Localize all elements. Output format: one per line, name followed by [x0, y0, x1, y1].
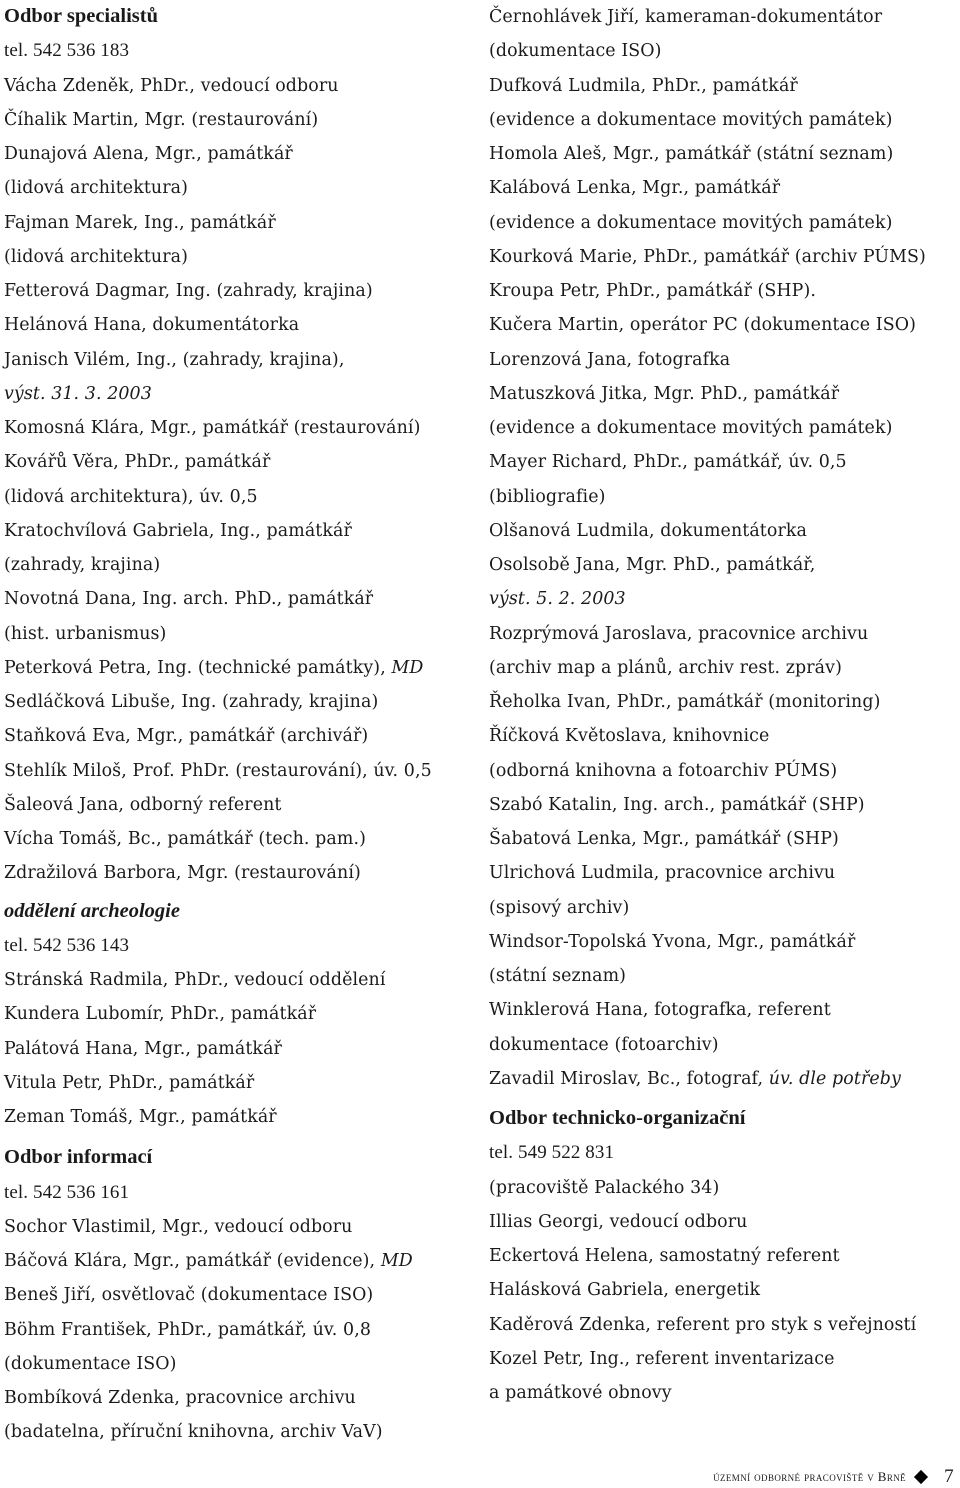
staff-line: Helánová Hana, dokumentátorka [4, 315, 300, 336]
staff-line: Vícha Tomáš, Bc., památkář (tech. pam.) [4, 829, 366, 849]
staff-line: Matuszková Jitka, Mgr. PhD., památkář [489, 383, 840, 404]
section-phone: tel. 542 536 143 [4, 934, 130, 956]
page-footer [713, 1467, 954, 1487]
staff-line: Szabó Katalin, Ing. arch., památkář (SHP) [489, 794, 865, 815]
staff-list-continued [489, 0, 959, 1096]
staff-line: (státní seznam) [489, 966, 627, 986]
staff-line: Windsor-Topolská Yvona, Mgr., památkář [489, 931, 856, 952]
staff-line: Peterková Petra, Ing. (technické památky), MD [4, 657, 424, 678]
staff-line: Říčková Květoslava, knihovnice [489, 726, 770, 747]
staff-list-technicko [489, 1171, 959, 1411]
staff-line: Homola Aleš, Mgr., památkář (státní seznam) [489, 144, 894, 164]
staff-line: a památkové obnovy [489, 1383, 672, 1403]
staff-line: Kourková Marie, PhDr., památkář (archiv PÚMS) [489, 246, 926, 267]
staff-line: (hist. urbanismus) [4, 623, 167, 644]
staff-line: (dokumentace ISO) [489, 41, 662, 62]
section-heading-odbor-technicko: Odbor technicko-organizační [489, 1107, 746, 1129]
staff-line: Zavadil Miroslav, Bc., fotograf, úv. dle potřeby [489, 1068, 901, 1089]
staff-line: Kroupa Petr, PhDr., památkář (SHP). [489, 281, 816, 301]
staff-line: (lidová architektura) [4, 246, 188, 267]
staff-line: (evidence a dokumentace movitých památek) [489, 418, 893, 438]
footer-text: územní odborné pracoviště v Brně [713, 1469, 907, 1484]
staff-line: Staňková Eva, Mgr., památkář (archivář) [4, 726, 369, 747]
staff-line: Řeholka Ivan, PhDr., památkář (monitoring) [489, 692, 881, 712]
staff-line: Kovářů Věra, PhDr., památkář [4, 452, 271, 473]
staff-line: Osolsobě Jana, Mgr. PhD., památkář, [489, 555, 816, 575]
staff-line: Stránská Radmila, PhDr., vedoucí oddělení [4, 970, 386, 990]
staff-list-informaci [4, 1210, 474, 1450]
staff-line: Vácha Zdeněk, PhDr., vedoucí odboru [4, 75, 339, 96]
staff-line: Janisch Vilém, Ing., (zahrady, krajina), [4, 349, 345, 370]
staff-line: Černohlávek Jiří, kameraman-dokumentátor [489, 7, 883, 27]
staff-line: Kundera Lubomír, PhDr., památkář [4, 1004, 317, 1025]
staff-line: výst. 5. 2. 2003 [489, 589, 626, 610]
staff-line: Fetterová Dagmar, Ing. (zahrady, krajina) [4, 281, 373, 301]
staff-line: Lorenzová Jana, fotografka [489, 349, 731, 370]
staff-line: Komosná Klára, Mgr., památkář (restaurování) [4, 418, 421, 438]
staff-line: Vitula Petr, PhDr., památkář [4, 1072, 255, 1093]
staff-line: Kalábová Lenka, Mgr., památkář [489, 178, 781, 199]
section-phone: tel. 542 536 161 [4, 1181, 130, 1203]
staff-line: (spisový archiv) [489, 897, 630, 918]
staff-line: Winklerová Hana, fotografka, referent [489, 1000, 831, 1021]
staff-line: dokumentace (fotoarchiv) [489, 1034, 719, 1055]
right-column [489, 0, 959, 1410]
staff-line: Illias Georgi, vedoucí odboru [489, 1211, 748, 1232]
staff-line: Kaděrová Zdenka, referent pro styk s veřejností [489, 1314, 917, 1335]
staff-line: (odborná knihovna a fotoarchiv PÚMS) [489, 760, 838, 781]
staff-line: (lidová architektura) [4, 178, 188, 199]
staff-line: (evidence a dokumentace movitých památek) [489, 212, 893, 233]
staff-line: Olšanová Ludmila, dokumentátorka [489, 520, 807, 541]
section-phone: tel. 542 536 183 [4, 40, 130, 62]
staff-list-specialistu [4, 69, 474, 891]
section-heading-odbor-specialistu: Odbor specialistů [4, 5, 158, 27]
staff-line: Beneš Jiří, osvětlovač (dokumentace ISO) [4, 1285, 374, 1306]
section-heading-odbor-informaci: Odbor informací [4, 1146, 153, 1169]
staff-line: Mayer Richard, PhDr., památkář, úv. 0,5 [489, 452, 847, 473]
staff-line: Böhm František, PhDr., památkář, úv. 0,8 [4, 1319, 371, 1340]
staff-line: Rozprýmová Jaroslava, pracovnice archivu [489, 623, 869, 644]
left-column [4, 0, 474, 1450]
staff-line: Dunajová Alena, Mgr., památkář [4, 144, 293, 164]
staff-line: (badatelna, příruční knihovna, archiv VaV) [4, 1422, 383, 1443]
page-number: 7 [944, 1466, 954, 1487]
staff-line: (lidová architektura), úv. 0,5 [4, 486, 258, 507]
staff-line: Zdražilová Barbora, Mgr. (restaurování) [4, 863, 361, 884]
staff-line: Zeman Tomáš, Mgr., památkář [4, 1107, 277, 1127]
staff-line: Sedláčková Libuše, Ing. (zahrady, krajina) [4, 692, 379, 712]
staff-line: Bombíková Zdenka, pracovnice archivu [4, 1388, 356, 1408]
staff-line: výst. 31. 3. 2003 [4, 383, 152, 404]
section-heading-archeologie: oddělení archeologie [4, 899, 180, 922]
staff-line: Kratochvílová Gabriela, Ing., památkář [4, 520, 352, 541]
staff-line: Dufková Ludmila, PhDr., památkář [489, 75, 798, 96]
staff-line: Číhalik Martin, Mgr. (restaurování) [4, 109, 319, 130]
staff-line: Novotná Dana, Ing. arch. PhD., památkář [4, 589, 374, 610]
staff-line: Halásková Gabriela, energetik [489, 1280, 761, 1301]
diamond-icon [914, 1470, 928, 1484]
staff-line: Fajman Marek, Ing., památkář [4, 212, 276, 233]
staff-line: Stehlík Miloš, Prof. PhDr. (restaurování), úv. 0,5 [4, 760, 432, 781]
section-phone: tel. 549 522 831 [489, 1142, 615, 1164]
staff-line: Báčová Klára, Mgr., památkář (evidence), MD [4, 1251, 413, 1271]
staff-line: Kučera Martin, operátor PC (dokumentace ISO) [489, 315, 917, 336]
staff-line: Palátová Hana, Mgr., památkář [4, 1038, 282, 1059]
staff-line: Sochor Vlastimil, Mgr., vedoucí odboru [4, 1216, 353, 1237]
staff-line: Šabatová Lenka, Mgr., památkář (SHP) [489, 829, 839, 849]
staff-line: (evidence a dokumentace movitých památek) [489, 109, 893, 130]
staff-line: Kozel Petr, Ing., referent inventarizace [489, 1348, 835, 1369]
staff-line: (pracoviště Palackého 34) [489, 1177, 720, 1198]
staff-line: Ulrichová Ludmila, pracovnice archivu [489, 863, 836, 884]
staff-line: Šaleová Jana, odborný referent [4, 794, 282, 815]
staff-line: (archiv map a plánů, archiv rest. zpráv) [489, 657, 842, 678]
staff-list-archeologie [4, 963, 474, 1134]
staff-line: (dokumentace ISO) [4, 1353, 177, 1374]
staff-line: (zahrady, krajina) [4, 555, 161, 575]
staff-line: Eckertová Helena, samostatný referent [489, 1246, 840, 1266]
staff-line: (bibliografie) [489, 486, 606, 507]
